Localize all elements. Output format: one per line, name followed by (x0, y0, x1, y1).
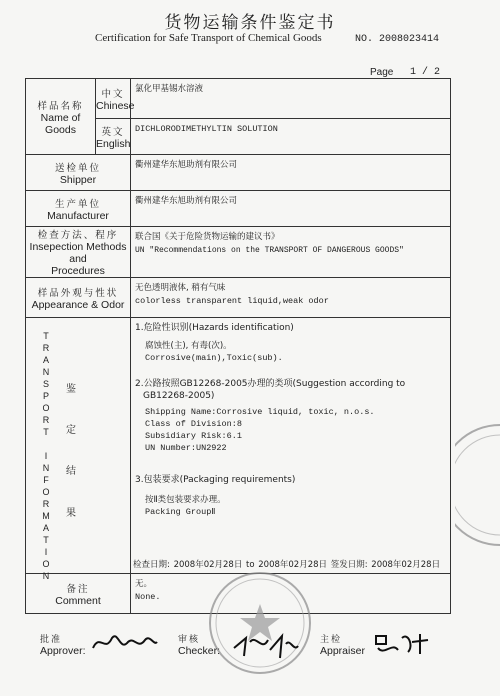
shipper-label-cell (26, 155, 131, 191)
inspection-value: 联合国《关于危险货物运输的建议书》 UN "Recommendations on the TRANSPORT OF DANGEROUS GOODS" (131, 227, 451, 278)
subsidiary-risk: Subsidiary Risk:6.1 (145, 431, 242, 441)
appraiser-block (320, 632, 365, 657)
page-label: Page (370, 67, 394, 78)
document-title-en: Certification for Safe Transport of Chemical Goods (95, 32, 322, 44)
checker-block (178, 632, 220, 657)
result-char-3: 结 (66, 466, 76, 477)
comment-label-cn: 备注 (66, 583, 90, 595)
vertical-letter: N (42, 463, 50, 473)
manufacturer-label-cn: 生产单位 (54, 198, 101, 210)
goods-label-cell (26, 79, 96, 155)
inspection-label-en-1: Insepection Methods and (29, 241, 127, 265)
english-label-en: English (96, 137, 131, 150)
approver-block (40, 632, 86, 657)
vertical-letter: R (42, 343, 50, 353)
comment-label-en: Comment (55, 594, 101, 607)
vertical-letter: N (42, 367, 50, 377)
english-label-cell (96, 119, 131, 155)
vertical-letter: R (42, 415, 50, 425)
class-division: Class of Division:8 (145, 419, 242, 429)
result-char-1: 鉴 (66, 384, 76, 395)
chinese-label-cell (96, 79, 135, 119)
certificate-number: NO. 2008023414 (355, 34, 440, 45)
vertical-letter: P (42, 391, 49, 401)
inspection-label-cn: 检查方法、程序 (37, 230, 119, 241)
vertical-letter: A (42, 355, 49, 365)
vertical-letter: N (42, 571, 50, 581)
page-number: 1 / 2 (410, 67, 441, 78)
chinese-label-cn: 中文 (101, 88, 125, 100)
vertical-letter: T (43, 535, 49, 545)
checker-signature (230, 630, 300, 662)
shipper-label-en: Shipper (59, 173, 97, 186)
transport-info-label-cell (26, 318, 131, 581)
checker-label-en: Checker: (178, 645, 221, 657)
vertical-letter: O (42, 487, 50, 497)
vertical-letter: A (42, 523, 49, 533)
comment-value: 无。 None. (131, 574, 451, 614)
vertical-letter: F (43, 475, 49, 485)
edge-seal-stamp (455, 420, 500, 550)
inspection-dates: 检查日期: 2008年02月28日 to 2008年02月28日 签发日期: 2008年02月28日 (133, 560, 441, 570)
un-number: UN Number:UN2922 (145, 443, 227, 453)
appraiser-label-cn: 主检 (320, 635, 343, 645)
certificate-table (25, 78, 451, 614)
hazards-cn: 腐蚀性(主), 有毒(次)。 (145, 341, 232, 351)
manufacturer-label-en: Manufacturer (47, 209, 109, 222)
vertical-letter (40, 438, 52, 450)
suggestion-title-2: GB12268-2005) (143, 391, 215, 401)
vertical-letter: R (42, 499, 50, 509)
vertical-letter: O (42, 403, 50, 413)
vertical-letter: I (44, 451, 48, 461)
transport-info-value (131, 318, 451, 574)
appearance-label-cell (26, 278, 131, 318)
appraiser-label-en: Appraiser (320, 645, 365, 657)
approver-label-en: Approver: (40, 645, 86, 657)
english-name-value: DICHLORODIMETHYLTIN SOLUTION (131, 119, 451, 155)
suggestion-title-1: 2.公路按照GB12268-2005办理的类项(Suggestion according to (135, 379, 406, 389)
manufacturer-value: 衢州建华东旭助剂有限公司 (131, 191, 451, 227)
manufacturer-label-cell (26, 191, 131, 227)
packaging-cn: 按Ⅱ类包装要求办理。 (145, 495, 226, 505)
result-char-2: 定 (66, 425, 76, 436)
shipper-value: 衢州建华东旭助剂有限公司 (131, 155, 451, 191)
goods-label-cn: 样品名称 (37, 100, 84, 112)
shipper-label-cn: 送检单位 (54, 162, 101, 174)
appraiser-signature (372, 628, 432, 658)
approver-label-cn: 批准 (40, 635, 63, 645)
checker-label-cn: 审核 (178, 635, 201, 645)
vertical-letter: S (42, 379, 49, 389)
vertical-letter: T (43, 427, 49, 437)
hazards-en: Corrosive(main),Toxic(sub). (145, 353, 283, 363)
vertical-letter: O (42, 559, 50, 569)
hazards-title: 1.危险性识别(Hazards identification) (135, 323, 294, 333)
result-char-4: 果 (66, 508, 76, 519)
vertical-letter: T (43, 331, 49, 341)
chinese-label-en: Chinese (96, 99, 135, 112)
document-title-cn: 货物运输条件鉴定书 (164, 13, 336, 33)
inspection-label-cell (26, 227, 131, 278)
appearance-label-en: Appearance & Odor (31, 298, 125, 311)
chinese-name-value: 氯化甲基锡水溶液 (131, 79, 451, 119)
approver-signature (90, 628, 160, 658)
packaging-en: Packing GroupⅡ (145, 507, 216, 517)
appearance-label-cn: 样品外观与性状 (37, 287, 119, 299)
packaging-title: 3.包装要求(Packaging requirements) (135, 475, 296, 485)
goods-label-en: Name of Goods (40, 111, 81, 136)
vertical-letter: M (42, 511, 50, 521)
transport-information-vertical-label (40, 330, 52, 582)
english-label-cn: 英文 (101, 126, 125, 138)
inspection-label-en-2: Procedures (51, 265, 105, 277)
appearance-value: 无色透明液体, 稍有气味 colorless transparent liquid,weak odor (131, 278, 451, 318)
vertical-letter: I (44, 547, 48, 557)
shipping-name: Shipping Name:Corrosive liquid, toxic, n.o.s. (145, 407, 375, 417)
